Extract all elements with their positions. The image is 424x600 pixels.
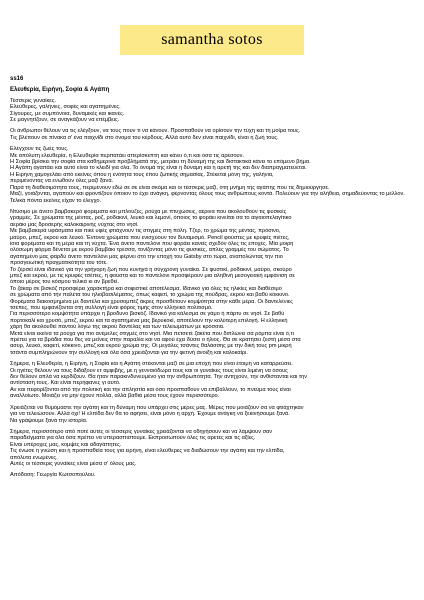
text-line: Σήμερα, η Ελευθερία, η Ειρήνη, η Σοφία και η Αγάπη στέκονται μαζί σε μια εποχή που είναι έτοιμη να καταρρεύσει. bbox=[10, 361, 293, 368]
text-line: Απόδοση: Γεωργία Κωτσοπούλου. bbox=[10, 472, 96, 479]
text-line: όποιο μέρος του κόσμου τελικά κι αν βρεθεί. bbox=[10, 279, 119, 286]
text-line: Ελέγχουν τις ζωές τους. bbox=[10, 146, 69, 153]
text-line: Με βαμβακερά υφάσματα και πικέ υφές φτιάχνουν τις στιγμές στη πόλη. Τζερ, το χρώμα της μέντας, πρόσινο, bbox=[10, 228, 281, 235]
text-line: Το ζέρσεϊ είναι ιδανικό για την γρήγορη ζωή που κυνηγά η σύγχρονη γυναίκα. Σε φυστικί, ροδακινί, μαύρο, σκούρο bbox=[10, 266, 292, 273]
text-line: Σε μαγνητίζουν, σε αναγκάζουν να επέμβεις. bbox=[10, 117, 120, 124]
paragraph bbox=[10, 146, 414, 204]
text-line: Για περισσότερο κομψότητα υπάρχει η βροδυνο βισκόζ. Ιδανικό για κάλεσμα σε γάμο ή πάρτυ σε νησί. Σε βαθύ bbox=[10, 311, 285, 318]
text-line: πρέπει για τα βράδια που θες να μείνεις στην παραλία και να αφού έχει δύσει ο ήλιος. Θα σε κρατήσει ζεστή μέσα στα bbox=[10, 337, 301, 344]
site-title: samantha sotos bbox=[161, 31, 263, 48]
paragraph bbox=[10, 98, 414, 124]
text-line: μαύρο, μπεζ, εκρού και λευκό. Έντονα χρώματα που ενισχύουν τον δυναμισμό. Pencil φούστες με κρυφές πιέτες, bbox=[10, 234, 290, 241]
paragraph bbox=[10, 209, 414, 356]
text-line: Σίγουρες, με συμπόνοια, δυναμικές και ικανές. bbox=[10, 110, 125, 117]
text-line: αντίσταση τους. Και είναι περήφανες γι αυτό. bbox=[10, 380, 121, 387]
text-line: Τις ένωσε η γνώση και η προσπαθεία τους για ειρήνη, είναι ελεύθερες να διαδώσουν την αγάπη και την ελπίδα, bbox=[10, 448, 285, 455]
text-line: σε χρώματα από την παλέτα του ηλιοβασιλέματος, όπως καφετί, το χρώμα της πούδρας, εκρού και βαθύ κόκκινο. bbox=[10, 292, 290, 299]
text-line: Τέσσερις γυναίκες. bbox=[10, 97, 57, 104]
text-line: μπεζ και εκρού, με τις κρυφές τσέπες, η φούστα και το παντελόνι προσφέρουν μια αληθινή μεσογειακή εμφάνιση σε bbox=[10, 272, 295, 279]
text-line: χάρη θα ακολουθεί παντού λόγω της ακρού δαντέλας και των τελειωμάτων με κρόσσια. bbox=[10, 324, 225, 331]
text-line: παραδείγματα για όλα όσα πρέπει να υπερασπιστούμε. Εκπροσωπούν όλες τις αρετές και τις αξίες. bbox=[10, 435, 256, 442]
text-line: Η Αγάπη αγαπάει και αυτό είναι το κλειδί για όλα. Το όνομά της είναι η δύναμη και η αρετή της και δεν διαπραγματεύεται. bbox=[10, 165, 307, 172]
text-line: αγαπημένο μας φαρδύ άνετο παντελόνι μας φέρνει στο την εποχή του Gatsby στο τώρα, αναπολώντας την πιο bbox=[10, 253, 283, 260]
text-line: ίσια φορέματα και τη μέρα και τη νύχτα. Ένα άνετο παντελόνι που φοράει κανείς σχεδόν όλες τις εποχές. Μία μοιρη bbox=[10, 240, 294, 247]
text-line: Ελεύθερες, γαλήνιες, σοφές και αγαπημένες. bbox=[10, 104, 121, 111]
text-line: τσάντα συμπληρώνουν την συλλογή και όλα όσα χρειάζονται για την φετινή άνοιξη και καλοκαίρι. bbox=[10, 349, 248, 356]
text-line: Να γράψουμε ξανά την ιστορία. bbox=[10, 417, 88, 424]
text-line: Με απόλυτη ελευθερία, η Ελευθερία περπατάει απερίσκεπτη και κάνει ό,τι και όσα τις αρέσουν. bbox=[10, 152, 244, 159]
text-line: ολόσωμη φόρμα δένεται με εκρού βαμβάκι τρέσσα, τονίζοντας μόνο τις φυσικές, απλές γραμμές του σώματος. Το bbox=[10, 247, 289, 254]
text-line: Μετά είναι εκείνα τα ρούχα για πιο ανέμελες στιγμές στο νησί. Μια πετσετέ ζακέτα που διπλώνει σα ρόμπα είναι ό,τι bbox=[10, 330, 294, 337]
document-code: ss16 bbox=[10, 76, 24, 82]
paragraphs bbox=[10, 98, 414, 479]
text-line: για να τελειώσουν. Αλλά όχι! Η ελπίδα δεν θα το αφήσει, είναι μόνο η αρχή. Έχουμε ανάγκη να ξεκινήσουμε ξανά. bbox=[10, 411, 290, 418]
text-line: περιμένοντας να ενωθούν όλες μαζί ξανά. bbox=[10, 178, 114, 185]
text-line: απόλυτα ενωμένες. bbox=[10, 454, 58, 461]
text-line: Είναι υπέροχες μας, κομψές και αδαγάπητες. bbox=[10, 441, 122, 448]
text-line: Οι άνθρωποι θέλουν να τις ελέγξουν, να τους πουν τι να κάνουν. Προσπαθούν να ορίσουν την τύχη και τη μοίρα τους. bbox=[10, 128, 301, 135]
document-title: Ελευθερία, Ειρήνη, Σοφία & Αγάπη bbox=[10, 87, 110, 94]
text-line: τσέπες, που εμφανίζονται στη συλλογή είναι φόρος τιμής στον ελληνικό πολιτισμό. bbox=[10, 305, 213, 311]
text-line: Μαζί, γοιάζονται, αγαπούν και φροντίζουν όποιον το έχει ανάγκη, φέρνοντας όλους τους ανθρώπους κοντά. Πολεύουν για την αλήθεια, σημαδεύοντας το μέλλον. bbox=[10, 191, 405, 198]
text-line: δεν θέλουν απλά να κερδίζουν. Θα ήταν παρακινδυνευμένο για την ανθρωπότητα. Την αντηχούν, την ανθιστανται και την bbox=[10, 374, 307, 381]
paragraph bbox=[10, 429, 414, 467]
text-line: Φορέματα διακοσμημένα με δαντέλα και χρυσομπέζ άκρες προσθέτουν κομψότητα στην κάθε μέρα. Οι δαντελένιες bbox=[10, 298, 293, 305]
text-line: Η Ειρήνη χαμογελάει από εκείνες όπου η ενότητα τους έπου ζωτικής σημασίας. Στέκεται μόνη της, γαλήνια, bbox=[10, 171, 274, 178]
text-line: γραμμές. Σε χρώματα της μέντας, ροζ, ροδακινί, λευκό και λεμονί, όποιος το φοράει κινείται σα το αιγαιοπελαγίτικο bbox=[10, 215, 292, 222]
text-line: προσγειωτική πραγματικότητα του τότε. bbox=[10, 260, 108, 267]
text-line: αεράκι μας δροσερής καλοκαιρινής νύχτας στο νησί. bbox=[10, 221, 139, 228]
text-line: Αν και πεφορίζονται από την πολιτική και την απληστία και όσο προσπαθούν να επιβάλλουν, το πνεύμα τους είναι bbox=[10, 386, 291, 393]
text-line: Τελικά πόντα εκείνες είχαν το έλεγχο. bbox=[10, 197, 102, 204]
site-title-banner bbox=[120, 25, 304, 55]
text-line: Η Σοφία βρίσκει την σοφία στα καθημερινά προβλήματά της, μετράει τη δύναμή της και διστακτικά κάνει το επόμενο βήμα. bbox=[10, 159, 311, 166]
text-line: Σήμερα, περισσότερο από ποτέ αυτές οι τέσσερις γυναίκες χρειάζονται να οδηγήσουν και να λάμψουν σαν bbox=[10, 428, 273, 435]
text-line: ασυρ, λευκό, καφετί, κόκκινο, μπεζ και εκρού χρώμα της. Οι μεγάλες τσάντες θαλάσσης με την δική τους pm μικρή bbox=[10, 343, 292, 350]
paragraph bbox=[10, 361, 414, 399]
document-body bbox=[10, 76, 414, 484]
paragraph bbox=[10, 128, 414, 141]
text-line: αναλλοίωτο. Μοιάζει να μην έχουν πολλά, αλλά βαθιά μέσα τους έχουν περισσότερο. bbox=[10, 393, 220, 400]
text-line: Οι ηγέτες θέλουν να τους διδάξουν ετ αμφιβής, με η γενναιόδωρα τους και οι γυναίκες τους είναι λιμένη να όσους bbox=[10, 367, 288, 374]
text-line: Παρά τη διαθεσιμότητα τους, περιμένουν εδώ σε σε είναι σκόμα και οι τέσσερις μαζί, στη μνήμη της αγάπης που τις δημιούργησε. bbox=[10, 184, 330, 191]
text-line: πορτοκαλί και χρυσό, μπεζ, εκρού και τα αγαπημένα μας βερυκοκί, αποτέλουν την κολύτερη επιλογή. Η ελληνική bbox=[10, 317, 288, 324]
text-line: Το ζάκαρ σε βισκόζ προσφέρει χαρακτήρα και σοφιστικέ αποτέλεσμα. Ιδανικό για όλες τις ηλικίες και διαθέσιμο bbox=[10, 285, 282, 292]
paragraph bbox=[10, 405, 414, 424]
text-line: Ντύσιμο με άνετο βαμβακερό φορέματα και μπλούζες, ρούχα με πτυχώσεις, αέρινα που ακολουθούν τις φυσικές bbox=[10, 208, 287, 215]
text-line: Χρειάζεται να θυμόμαστε την αγάπη και τη δύναμη που υπάρχει στις μέρες μας. Μέρες που μοιάζουν σα να φτιάχτηκαν bbox=[10, 404, 304, 411]
text-line: Τις βλέπουν σε πίνακα σ' ένα παιχνίδι στο όνομα του κέρδους. Αλλά αυτό δεν είναι παιχνίδι, είναι η ζωή τους. bbox=[10, 134, 279, 141]
text-line: Αυτές οι τέσσερις γυναίκες είναι μέσα σ' όλους μας. bbox=[10, 460, 137, 467]
paragraph bbox=[10, 472, 414, 478]
